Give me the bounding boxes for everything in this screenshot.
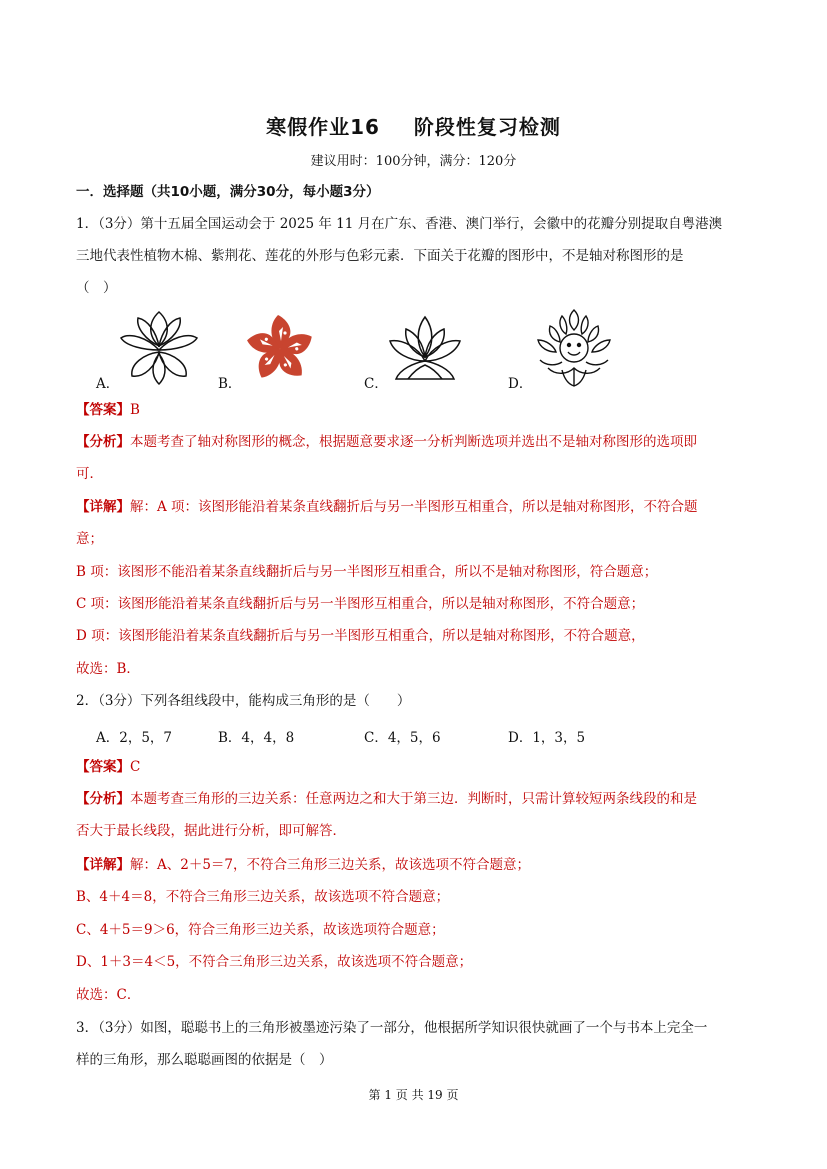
detail-tag: 【详解】 xyxy=(76,499,130,515)
flower-b-bauhinia-figure xyxy=(240,310,320,388)
q2-option-c: C．4，5，6 xyxy=(364,730,441,746)
q1-option-d: D． xyxy=(508,376,533,392)
analysis-tag: 【分析】 xyxy=(76,791,130,807)
q2-stem: 2．（3分）下列各组线段中，能构成三角形的是（ ） xyxy=(76,693,411,709)
answer-tag: 【答案】 xyxy=(76,402,130,418)
q1-detail-line1 xyxy=(76,497,698,517)
q2-analysis-line2: 否大于最长线段，据此进行分析，即可解答． xyxy=(76,823,346,839)
q2-option-d: D．1，3，5 xyxy=(508,730,586,746)
q1-detail-line2: 意； xyxy=(76,531,103,547)
q2-detail-d: D、1＋3＝4＜5，不符合三角形三边关系，故该选项不符合题意； xyxy=(76,954,473,970)
answer-value: C xyxy=(130,759,141,775)
title-part-b: 阶段性复习检测 xyxy=(413,115,561,139)
section-heading: 一．选择题（共10小题，满分30分，每小题3分） xyxy=(76,184,380,200)
q1-detail-b: B 项：该图形不能沿着某条直线翻折后与另一半图形互相重合，所以不是轴对称图形，符合题意； xyxy=(76,564,658,580)
q1-stem-line3: （ ） xyxy=(76,280,117,296)
q1-option-a: A． xyxy=(96,376,120,392)
detail-text: 解：A 项：该图形能沿着某条直线翻折后与另一半图形互相重合，所以是轴对称图形，不符合题 xyxy=(130,499,698,515)
q2-analysis-line1 xyxy=(76,789,697,809)
q1-detail-d: D 项：该图形能沿着某条直线翻折后与另一半图形互相重合，所以是轴对称图形，不符合题意， xyxy=(76,628,645,644)
page-footer: 第 1 页 共 19 页 xyxy=(368,1088,459,1102)
q3-stem-line1: 3．（3分）如图，聪聪书上的三角形被墨迹污染了一部分，他根据所学知识很快就画了一个与书本上完全一 xyxy=(76,1020,708,1036)
detail-text: 解：A、2＋5＝7，不符合三角形三边关系，故该选项不符合题意； xyxy=(130,857,531,873)
q3-stem-line2: 样的三角形，那么聪聪画图的依据是（ ） xyxy=(76,1052,333,1068)
answer-value: B xyxy=(130,402,140,418)
detail-tag: 【详解】 xyxy=(76,857,130,873)
q1-stem-line1: 1．（3分）第十五届全国运动会于 2025 年 11 月在广东、香港、澳门举行，会徽中的花瓣分别提取自粤港澳 xyxy=(76,216,723,232)
q1-analysis-line2: 可． xyxy=(76,466,103,482)
q2-detail-c: C、4＋5＝9＞6，符合三角形三边关系，故该选项符合题意； xyxy=(76,922,445,938)
q1-option-c: C． xyxy=(364,376,388,392)
q1-stem-line2: 三地代表性植物木棉、紫荆花、莲花的外形与色彩元素．下面关于花瓣的图形中，不是轴对称图形的是 xyxy=(76,248,684,264)
q2-answer xyxy=(76,757,140,777)
q1-conclusion: 故选：B． xyxy=(76,661,140,677)
answer-tag: 【答案】 xyxy=(76,759,130,775)
q1-detail-c: C 项：该图形能沿着某条直线翻折后与另一半图形互相重合，所以是轴对称图形，不符合题意； xyxy=(76,596,645,612)
q1-answer xyxy=(76,400,140,420)
time-score-note: 建议用时：100分钟，满分：120分 xyxy=(310,154,517,169)
q2-detail-line1 xyxy=(76,855,530,875)
q2-conclusion: 故选：C． xyxy=(76,987,141,1003)
q2-option-b: B．4，4，8 xyxy=(218,730,295,746)
q2-option-a: A．2，5，7 xyxy=(96,730,173,746)
q1-analysis-line1 xyxy=(76,432,697,452)
flower-c-lotus-figure xyxy=(388,313,462,383)
analysis-text: 本题考查三角形的三边关系：任意两边之和大于第三边．判断时，只需计算较短两条线段的和是 xyxy=(130,791,697,807)
analysis-text: 本题考查了轴对称图形的概念，根据题意要求逐一分析判断选项并选出不是轴对称图形的选项即 xyxy=(130,434,697,450)
analysis-tag: 【分析】 xyxy=(76,434,130,450)
flower-a-lotus-figure xyxy=(118,306,200,386)
page-title xyxy=(0,111,827,140)
q1-option-b: B． xyxy=(218,376,242,392)
q2-detail-b: B、4＋4＝8，不符合三角形三边关系，故该选项不符合题意； xyxy=(76,889,450,905)
title-part-a: 寒假作业16 xyxy=(266,115,380,139)
flower-d-lotus-figure xyxy=(532,306,616,388)
